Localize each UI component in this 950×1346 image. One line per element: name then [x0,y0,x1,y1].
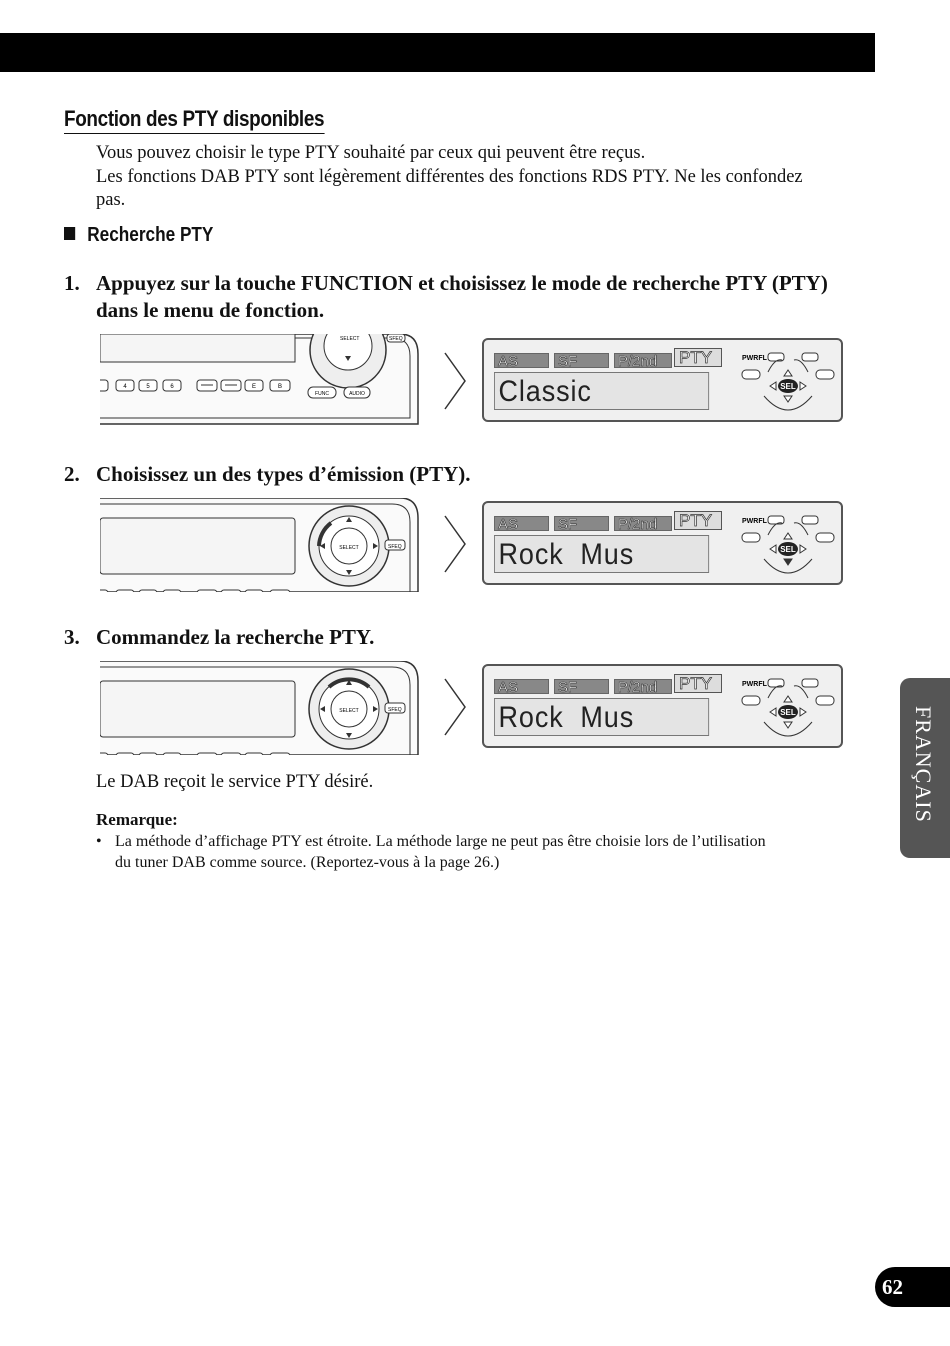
language-tab [900,678,950,858]
subsection-title [64,224,213,247]
section-title: Fonction des PTY disponibles [64,106,324,134]
remote-control-pad [740,507,840,581]
lcd-display-2 [482,501,843,585]
pty-indicator: PTY [674,348,722,367]
remote-control-pad [740,670,840,744]
svg-text:SEL: SEL [780,708,796,717]
as-indicator: AS [494,516,549,531]
step-text: Appuyez sur la touche FUNCTION et choisissez le mode de recherche PTY (PTY) dans le menu de fonction. [96,271,828,322]
p2nd-indicator: P/2nd [614,353,672,368]
head-unit-illustration-1 [100,334,431,428]
subsection-title-text: Recherche PTY [87,224,214,246]
remote-control-pad [740,344,840,418]
intro-line-2: Les fonctions DAB PTY sont légèrement différentes des fonctions RDS PTY. Ne les confondez pas. [96,166,803,210]
pty-indicator: PTY [674,511,722,530]
svg-text:SEL: SEL [780,382,796,391]
as-indicator: AS [494,679,549,694]
arrow-right-icon [443,351,467,411]
svg-text:6: 6 [170,384,174,390]
arrow-right-icon [443,514,467,574]
step-text: Commandez la recherche PTY. [96,625,375,649]
as-indicator: AS [494,353,549,368]
pty-indicator: PTY [674,674,722,693]
result-text: Le DAB reçoit le service PTY désiré. [96,772,374,792]
step-text: Choisissez un des types d’émission (PTY). [96,462,471,486]
svg-text:PWRFL: PWRFL [742,355,767,362]
step-number: 1. [64,271,80,295]
bullet-icon: • [96,833,102,850]
step-number: 2. [64,462,80,486]
svg-text:SFEQ: SFEQ [388,544,402,550]
intro-text [96,142,816,213]
svg-text:SELECT: SELECT [339,545,359,551]
page-number: 62 [875,1267,950,1307]
sf-indicator: SF [554,679,609,694]
svg-text:4: 4 [123,384,127,390]
remark-label: Remarque: [96,810,178,829]
pty-display-text: Rock Mus [494,698,709,736]
arrow-right-icon [443,677,467,737]
svg-text:SELECT: SELECT [339,708,359,714]
select-label: SELECT [340,336,360,342]
svg-text:SFEQ: SFEQ [389,336,403,342]
svg-text:B: B [277,384,283,390]
svg-text:5: 5 [146,384,150,390]
header-bar [0,33,875,72]
p2nd-indicator: P/2nd [614,679,672,694]
svg-text:E: E [251,384,257,390]
pty-display-text: Rock Mus [494,535,709,573]
lcd-display-1 [482,338,843,422]
square-bullet-icon [64,227,75,240]
pty-display-text: Classic [494,372,709,410]
step-number: 3. [64,625,80,649]
head-unit-illustration-2 [100,498,431,592]
intro-line-1: Vous pouvez choisir le type PTY souhaité par ceux qui peuvent être reçus. [96,143,646,163]
p2nd-indicator: P/2nd [614,516,672,531]
svg-text:PWRFL: PWRFL [742,681,767,688]
lcd-display-3 [482,664,843,748]
svg-text:SEL: SEL [780,545,796,554]
svg-text:AUDIO: AUDIO [349,391,365,397]
svg-text:PWRFL: PWRFL [742,518,767,525]
sf-indicator: SF [554,353,609,368]
language-tab-label: FRANÇAIS [911,706,936,823]
remark-text: La méthode d’affichage PTY est étroite. La méthode large ne peut pas être choisie lors de l’utilisation du tuner DAB comme source. (Reportez-vous à la page 26.) [115,833,766,871]
head-unit-illustration-3 [100,661,431,755]
svg-text:SFEQ: SFEQ [388,707,402,713]
sf-indicator: SF [554,516,609,531]
svg-text:FUNC: FUNC [315,391,329,397]
